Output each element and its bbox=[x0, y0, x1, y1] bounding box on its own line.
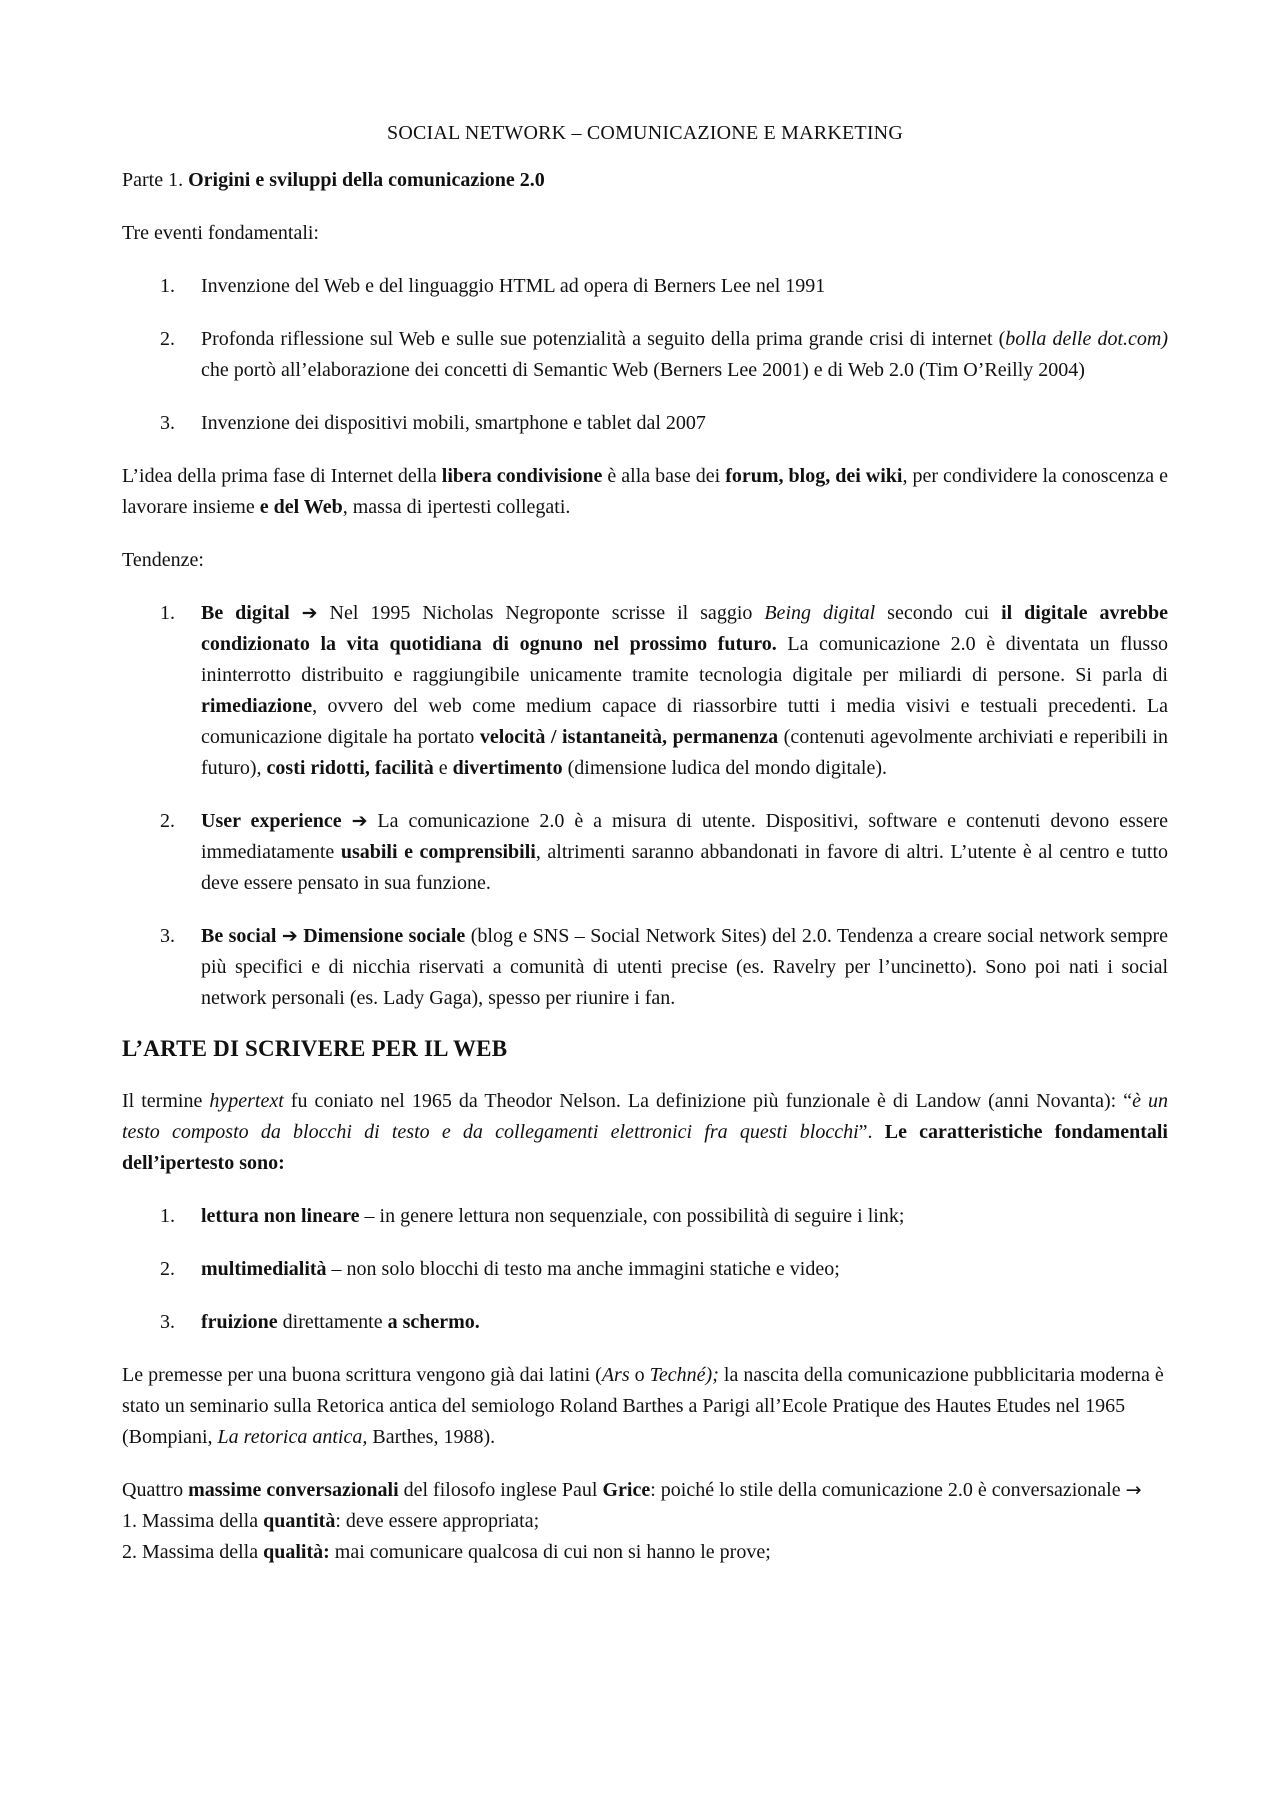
list-item: 1. Invenzione del Web e del linguaggio HTML ad opera di Berners Lee nel 1991 bbox=[160, 275, 826, 297]
maxim-item: 1. Massima della quantità: deve essere appropriata; bbox=[122, 1510, 540, 1532]
trends-intro: Tendenze: bbox=[122, 549, 204, 571]
idea-paragraph: L’idea della prima fase di Internet della libera condivisione è alla base dei forum, blog, dei wiki, per condividere la conoscenza e lavorare insieme e del Web, massa di ipertesti collegati. bbox=[122, 465, 1168, 518]
events-list bbox=[122, 271, 1168, 439]
right-arrow-icon: ➔ bbox=[351, 810, 368, 832]
grice-intro: Quattro massime conversazionali del filosofo inglese Paul Grice: poiché lo stile della comunicazione 2.0 è conversazionale → bbox=[122, 1479, 1142, 1501]
list-item: 2. User experience ➔ La comunicazione 2.0 è a misura di utente. Dispositivi, software e contenuti devono essere immediatamente usabili e comprensibili, altrimenti saranno abbandonati in favore di altri. L’utente è al centro e tutto deve essere pensato in sua funzione. bbox=[160, 810, 1168, 894]
hypertext-paragraph: Il termine hypertext fu coniato nel 1965 da Theodor Nelson. La definizione più funzionale è di Landow (anni Novanta): “è un testo composto da blocchi di testo e da collegamenti elettronici fra questi blocchi”. Le caratteristiche fondamentali dell’ipertesto sono: bbox=[122, 1090, 1168, 1174]
list-item: 3. fruizione direttamente a schermo. bbox=[160, 1311, 480, 1333]
list-item: 2. multimedialità – non solo blocchi di testo ma anche immagini statiche e video; bbox=[160, 1258, 840, 1280]
events-intro: Tre eventi fondamentali: bbox=[122, 222, 319, 244]
list-item: 3. Be social ➔ Dimensione sociale (blog e SNS – Social Network Sites) del 2.0. Tendenza a creare social network sempre più specifici e di nicchia riservati a comunità di utenti precise (es. Ravelry per l’uncinetto). Sono poi nati i social network personali (es. Lady Gaga), spesso per riunire i fan. bbox=[160, 925, 1169, 1009]
premesse-paragraph: Le premesse per una buona scrittura vengono già dai latini (Ars o Techné); la nascita della comunicazione pubblicitaria moderna è stato un seminario sulla Retorica antica del semiologo Roland Barthes a Parigi all’Ecole Pratique des Hautes Etudes nel 1965 (Bompiani, La retorica antica, Barthes, 1988). bbox=[122, 1364, 1164, 1448]
features-list bbox=[122, 1201, 1168, 1338]
right-arrow-icon: ➔ bbox=[281, 925, 298, 947]
document-title: SOCIAL NETWORK – COMUNICAZIONE E MARKETING bbox=[387, 122, 903, 144]
right-arrow-icon: → bbox=[1125, 1479, 1142, 1501]
list-item: 2. Profonda riflessione sul Web e sulle sue potenzialità a seguito della prima grande crisi di internet (bolla delle dot.com) che portò all’elaborazione dei concetti di Semantic Web (Berners Lee 2001) e di Web 2.0 (Tim O’Reilly 2004) bbox=[160, 328, 1168, 381]
part1-heading: Parte 1. Origini e sviluppi della comunicazione 2.0 bbox=[122, 169, 545, 191]
trends-list bbox=[122, 598, 1168, 1014]
section-heading: L’ARTE DI SCRIVERE PER IL WEB bbox=[122, 1036, 508, 1061]
right-arrow-icon: ➔ bbox=[301, 602, 318, 624]
maxim-item: 2. Massima della qualità: mai comunicare qualcosa di cui non si hanno le prove; bbox=[122, 1541, 771, 1563]
list-item: 1. Be digital ➔ Nel 1995 Nicholas Negroponte scrisse il saggio Being digital secondo cui il digitale avrebbe condizionato la vita quotidiana di ognuno nel prossimo futuro. La comunicazione 2.0 è diventata un flusso ininterrotto distribuito e raggiungibile unicamente tramite tecnologia digitale per miliardi di persone. Si parla di rimediazione, ovvero del web come medium capace di riassorbire tutti i media visivi e testuali precedenti. La comunicazione digitale ha portato velocità / istantaneità, permanenza (contenuti agevolmente archiviati e reperibili in futuro), costi ridotti, facilità e divertimento (dimensione ludica del mondo digitale). bbox=[160, 602, 1169, 779]
grice-block bbox=[122, 1475, 1168, 1568]
list-item: 3. Invenzione dei dispositivi mobili, smartphone e tablet dal 2007 bbox=[160, 412, 706, 434]
list-item: 1. lettura non lineare – in genere lettura non sequenziale, con possibilità di seguire i link; bbox=[160, 1205, 905, 1227]
document-page bbox=[122, 118, 1168, 1568]
